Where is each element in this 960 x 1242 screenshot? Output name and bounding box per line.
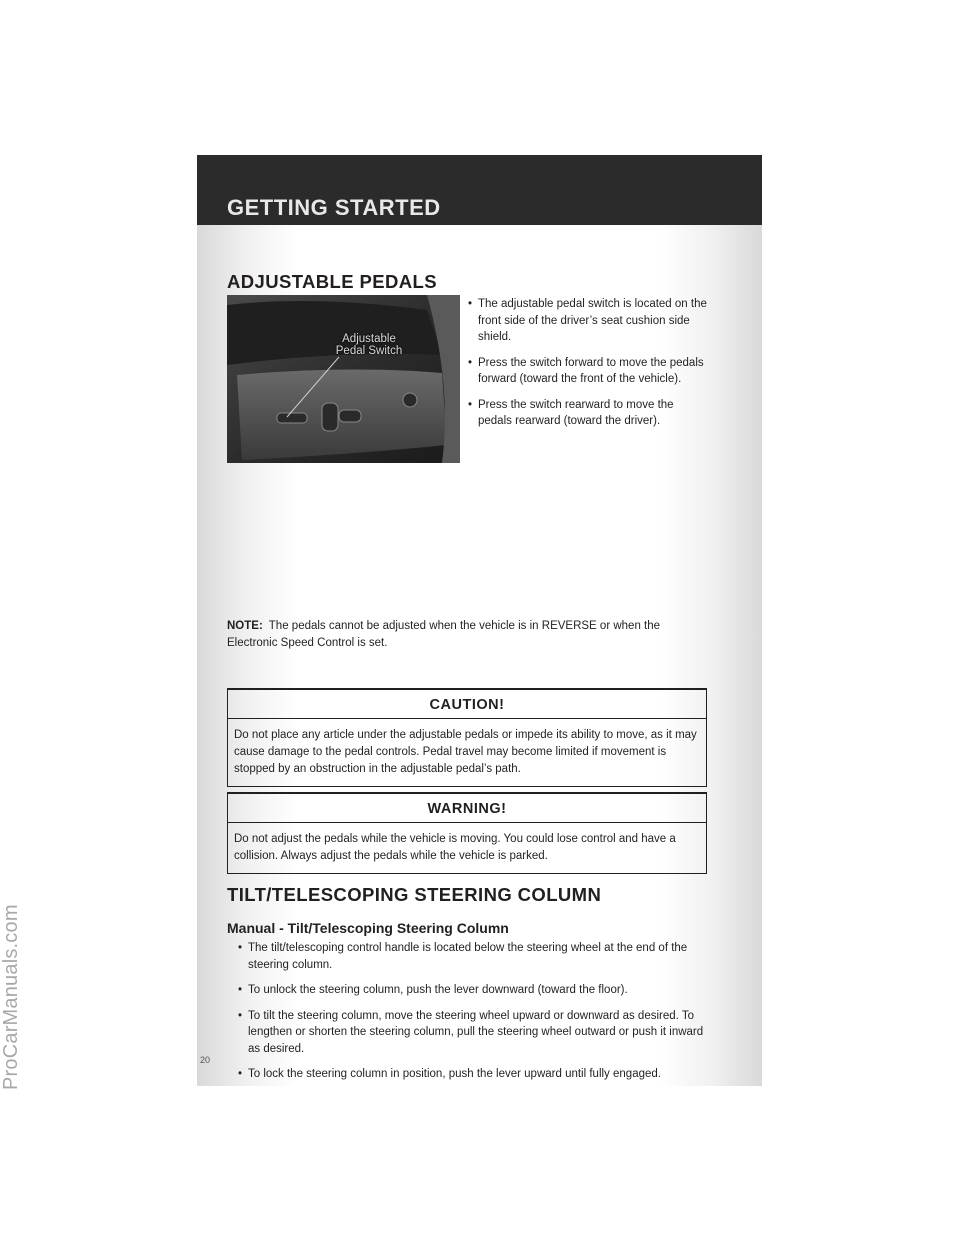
- section-title: GETTING STARTED: [227, 195, 441, 220]
- note-label: NOTE:: [227, 620, 263, 632]
- photo-callout-line1: Adjustable: [342, 333, 396, 345]
- list-item: • Press the switch forward to move the pedals forward (toward the front of the vehicle).: [468, 355, 708, 388]
- list-item: • The adjustable pedal switch is located on the front side of the driver’s seat cushion side shield.: [468, 296, 708, 346]
- watermark-text: ProCarManuals.com: [0, 904, 22, 1090]
- caution-title: CAUTION!: [429, 697, 505, 713]
- warning-title: WARNING!: [427, 801, 507, 817]
- warning-box: [227, 792, 707, 874]
- pedal-switch-photo: [227, 295, 460, 463]
- note-paragraph: [227, 618, 707, 651]
- watermark: [0, 904, 24, 1120]
- list-item: • To tilt the steering column, move the steering wheel upward or downward as desired. To lengthen or shorten the steering column, pull the steering wheel outward or push it inward as desired.: [238, 1008, 710, 1058]
- pedal-bullets: [468, 296, 708, 439]
- list-item: • Press the switch rearward to move the pedals rearward (toward the driver).: [468, 397, 708, 430]
- tilt-subheading: Manual - Tilt/Telescoping Steering Column: [227, 920, 509, 936]
- seat-illustration: [227, 295, 460, 463]
- list-item: • The tilt/telescoping control handle is located below the steering wheel at the end of the steering column.: [238, 940, 710, 973]
- list-item: • To lock the steering column in position, push the lever upward until fully engaged.: [238, 1066, 710, 1083]
- list-item: • To unlock the steering column, push the lever downward (toward the floor).: [238, 982, 710, 999]
- caution-text: Do not place any article under the adjustable pedals or impede its ability to move, as it may cause damage to the pedal controls. Pedal travel may become limited if movement is stopped by an obstruction in the adjustable pedal’s path.: [234, 729, 697, 775]
- caution-box: [227, 688, 707, 787]
- photo-callout-label: [309, 333, 429, 357]
- page-number: 20: [200, 1055, 211, 1065]
- note-text: The pedals cannot be adjusted when the vehicle is in REVERSE or when the Electronic Speed Control is set.: [227, 620, 661, 649]
- tilt-bullets: [238, 940, 710, 1092]
- adjustable-pedals-heading: ADJUSTABLE PEDALS: [227, 271, 437, 292]
- section-header-bar: [197, 155, 762, 225]
- warning-text: Do not adjust the pedals while the vehicle is moving. You could lose control and have a collision. Always adjust the pedals while the vehicle is parked.: [234, 833, 676, 862]
- photo-callout-line2: Pedal Switch: [335, 345, 403, 357]
- manual-page: [197, 155, 762, 1086]
- tilt-heading: TILT/TELESCOPING STEERING COLUMN: [227, 884, 602, 905]
